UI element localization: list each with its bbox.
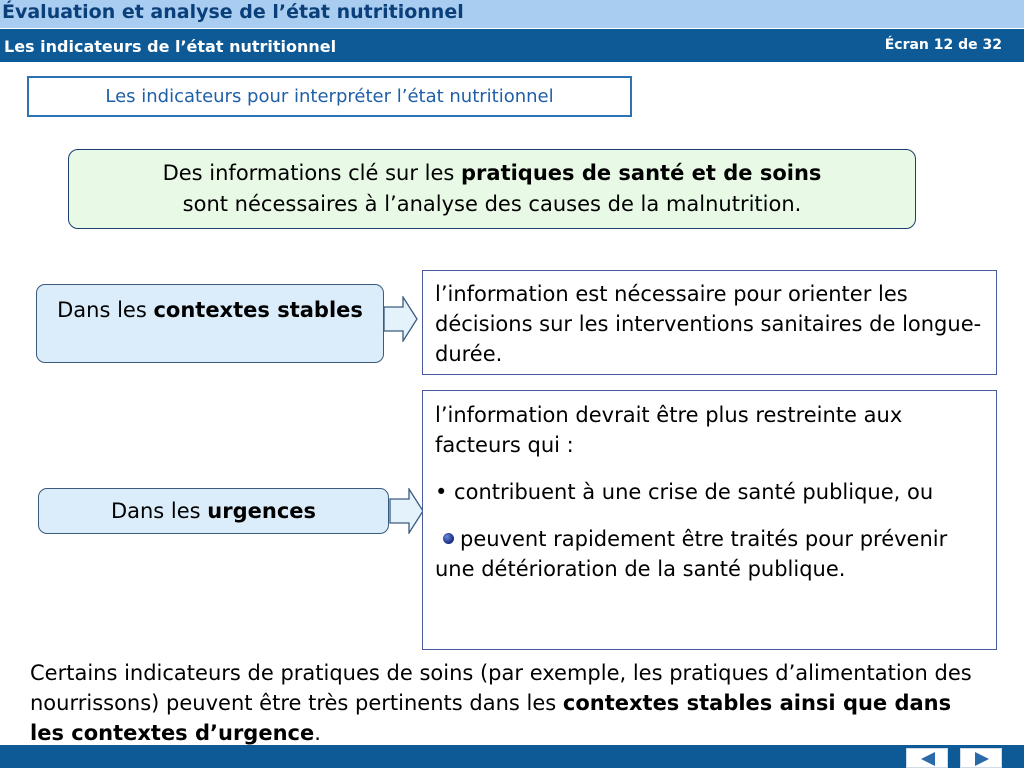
key-info-text-before: Des informations clé sur les [162,161,462,185]
context-urgent-prefix: Dans les [110,499,208,523]
triangle-left-icon [920,751,936,767]
conclusion-text [30,658,990,748]
previous-screen-button[interactable] [906,748,948,768]
module-header [0,29,1024,62]
context-stable-box [36,284,384,363]
course-header [0,0,1024,28]
arrow-right-icon [383,296,419,342]
info-urgent-bullet-1: • contribuent à une crise de santé publique, ou [435,480,934,504]
info-urgent-box [422,390,997,650]
info-urgent-intro: l’information devrait être plus restreinte aux facteurs qui : [435,403,903,457]
module-title: Les indicateurs de l’état nutritionnel [4,37,337,56]
context-stable-prefix: Dans les [57,298,154,322]
conclusion-text-bold: contextes stables ainsi que dans les contextes d’urgence [30,691,952,745]
conclusion-text-end: . [314,721,321,745]
course-title: Évaluation et analyse de l’état nutritionnel [2,1,464,23]
context-stable-bold: contextes stables [153,298,363,322]
info-stable-text: l’information est nécessaire pour orienter les décisions sur les interventions sanitaires de longue-durée. [435,282,982,366]
info-urgent-bullet-2: peuvent rapidement être traités pour prévenir une détérioration de la santé publique. [435,527,948,581]
next-screen-button[interactable] [960,748,1002,768]
context-urgent-box [38,488,389,534]
conclusion-text-main: Certains indicateurs de pratiques de soins (par exemple, les pratiques d’alimentation des nourrissons) peuvent être très pertinents dans les [30,661,972,715]
footer-bar [0,745,1024,768]
context-urgent-bold: urgences [207,499,317,523]
key-info-text-after: sont nécessaires à l’analyse des causes de la malnutrition. [182,192,802,216]
key-info-box [68,149,916,229]
key-info-bold: pratiques de santé et de soins [461,161,822,185]
triangle-right-icon [974,751,990,767]
arrow-right-icon [389,488,425,534]
section-title: Les indicateurs pour interpréter l’état nutritionnel [27,76,632,117]
screen-counter: Écran 12 de 32 [884,37,1002,53]
info-stable-box [422,270,997,375]
bullet-dot-icon [443,533,454,544]
info-urgent-bullet-2-line [435,524,986,584]
